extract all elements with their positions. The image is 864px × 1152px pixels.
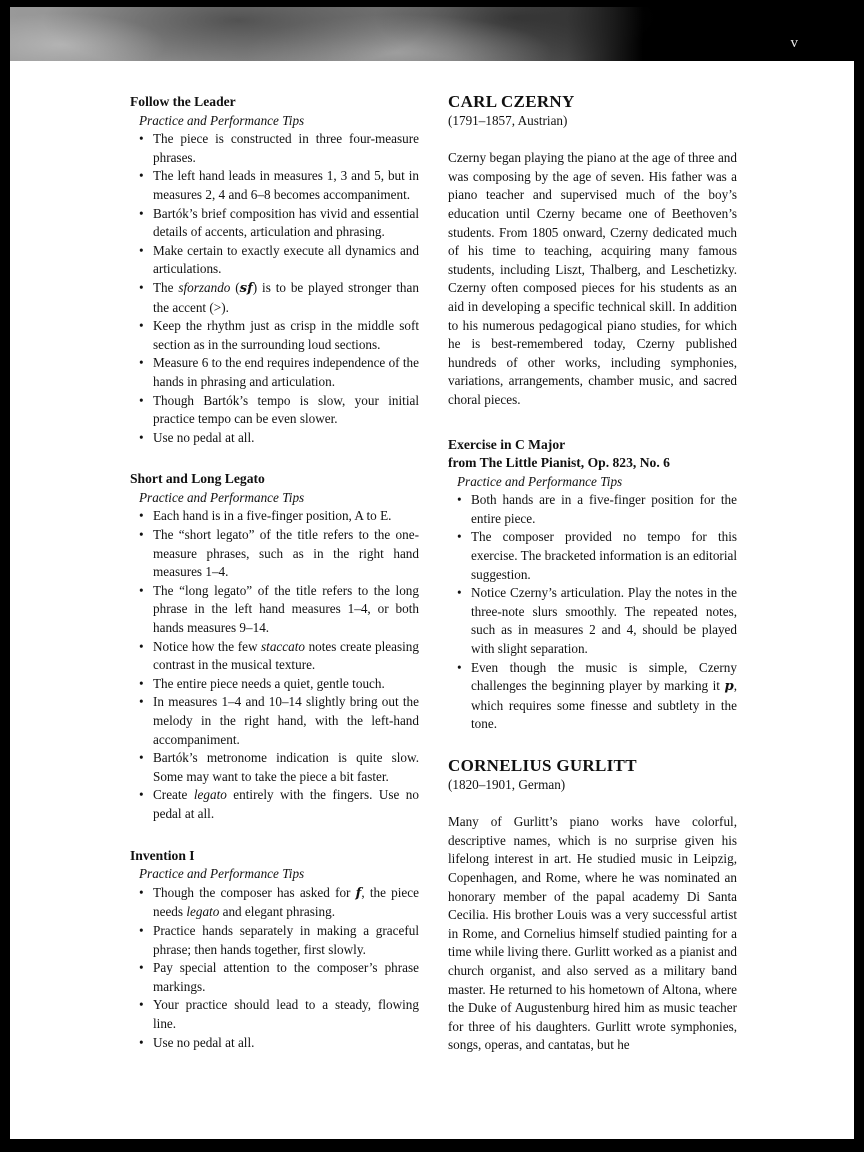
composer-name: CARL CZERNY	[448, 92, 575, 111]
composer-section	[448, 93, 737, 410]
piece-tips-section	[448, 436, 737, 735]
tips-list	[448, 491, 737, 734]
header-banner	[10, 7, 854, 61]
composer-bio: Czerny began playing the piano at the age of three and was composing by the age of seven. His father was a piano teacher and supervised much of the boy’s education until Czerny became one of Beethoven’s students. From 1805 onward, Czerny dedicated much of his time to teaching, acquiring many famous students, including Liszt, Thalberg, and Leschetizky. Czerny often composed pieces for his students as an aid in developing a specific technical skill. In addition to his numerous pedagogical piano studies, for which he is best-remembered today, Czerny published hundreds of other works, including symphonies, variations, arrangements, chamber music, and sacred choral pieces.	[448, 150, 737, 407]
tip-item: • Make certain to exactly execute all dynamics and articulations.	[139, 242, 419, 279]
tip-item: • Measure 6 to the end requires independence of the hands in phrasing and articulation.	[139, 354, 419, 391]
tip-item: • Notice Czerny’s articulation. Play the notes in the three-note slurs smoothly. The repeated notes, such as in measures 2 and 4, should be played with slight separation.	[457, 584, 737, 658]
dynamic-symbol: p	[724, 679, 734, 695]
tip-item: • Bartók’s brief composition has vivid and essential details of accents, articulation and phrasing.	[139, 205, 419, 242]
tips-label: Practice and Performance Tips	[139, 866, 305, 882]
tip-item: • The entire piece needs a quiet, gentle touch.	[139, 675, 419, 694]
piece-title: Exercise in C Major	[448, 436, 566, 452]
book-page	[10, 7, 854, 1139]
tip-item: • Create legato entirely with the fingers. Use no pedal at all.	[139, 786, 419, 823]
tip-item: • Bartók’s metronome indication is quite slow. Some may want to take the piece a bit faster.	[139, 749, 419, 786]
tip-item: • The left hand leads in measures 1, 3 and 5, but in measures 2, 4 and 6–8 becomes accompaniment.	[139, 167, 419, 204]
piece-title: from The Little Pianist, Op. 823, No. 6	[448, 455, 670, 471]
tip-item: • Practice hands separately in making a graceful phrase; then hands together, first slowly.	[139, 922, 419, 959]
italic-term: legato	[193, 787, 227, 803]
tip-item: • Notice how the few staccato notes create pleasing contrast in the musical texture.	[139, 638, 419, 675]
tip-item: • Pay special attention to the composer’s phrase markings.	[139, 959, 419, 996]
composer-bio: Many of Gurlitt’s piano works have colorful, descriptive names, which is no surprise given his lifelong interest in art. He studied music in Leipzig, Copenhagen, and Rome, where he was nominated an honorary member of the papal academy Di Santa Cecilia. His brother Louis was a very successful artist in Rome, and Cornelius himself studied painting for a time while living there. Gurlitt worked as a pianist and church organist, and also served as a military band master. He returned to his hometown of Altona, where the Duke of Augustenburg hired him as music teacher for three of his daughters. Gurlitt wrote symphonies, songs, operas, and cantatas, but he	[448, 814, 737, 1053]
piece-title: Follow the Leader	[130, 94, 236, 109]
piece-title: Invention I	[130, 847, 195, 863]
tip-item: • Your practice should lead to a steady, flowing line.	[139, 996, 419, 1033]
tip-item: • Both hands are in a five-finger position for the entire piece.	[457, 491, 737, 528]
tip-item: • Use no pedal at all.	[139, 1034, 419, 1053]
tip-item: • Use no pedal at all.	[139, 429, 419, 448]
tip-item: • Keep the rhythm just as crisp in the middle soft section as in the surrounding loud sections.	[139, 317, 419, 354]
dynamic-symbol: f	[355, 885, 362, 901]
page-number: v	[790, 35, 798, 51]
piece-tips-section	[130, 847, 419, 1053]
italic-term: staccato	[261, 638, 305, 654]
composer-name: CORNELIUS GURLITT	[448, 756, 637, 775]
tips-list	[130, 884, 419, 1052]
piece-tips-section	[130, 93, 419, 447]
tips-list	[130, 507, 419, 823]
piece-title: Short and Long Legato	[130, 471, 265, 487]
italic-term: legato	[186, 904, 220, 920]
composer-dates: (1820–1901, German)	[448, 776, 566, 792]
tip-item: • The sforzando (sf) is to be played stronger than the accent (>).	[139, 279, 419, 317]
tips-label: Practice and Performance Tips	[139, 489, 305, 505]
tip-item: • Though Bartók’s tempo is slow, your initial practice tempo can be even slower.	[139, 392, 419, 429]
left-column	[130, 93, 419, 1081]
tip-item: • In measures 1–4 and 10–14 slightly bring out the melody in the right hand, with the left-hand accompaniment.	[139, 693, 419, 749]
tip-item: • The piece is constructed in three four-measure phrases.	[139, 130, 419, 167]
tips-label: Practice and Performance Tips	[139, 112, 305, 128]
tips-list	[130, 130, 419, 447]
piece-tips-section	[130, 470, 419, 823]
tip-item: • Though the composer has asked for f, the piece needs legato and elegant phrasing.	[139, 884, 419, 922]
tip-item: • Even though the music is simple, Czerny challenges the beginning player by marking it p, which requires some finesse and subtlety in the tone.	[457, 659, 737, 734]
tip-item: • The “long legato” of the title refers to the long phrase in the left hand measures 1–4, or both hands measures 9–14.	[139, 582, 419, 638]
italic-term: sforzando	[178, 279, 231, 295]
composer-dates: (1791–1857, Austrian)	[448, 112, 568, 128]
tip-item: • Each hand is in a five-finger position, A to E.	[139, 507, 419, 526]
tip-item: • The composer provided no tempo for this exercise. The bracketed information is an editorial suggestion.	[457, 528, 737, 584]
page-content	[130, 93, 737, 1081]
tips-label: Practice and Performance Tips	[457, 473, 623, 489]
dynamic-symbol: sf	[239, 280, 253, 296]
tip-item: • The “short legato” of the title refers to the one-measure phrases, such as in the right hand measures 1–4.	[139, 526, 419, 582]
right-column	[448, 93, 737, 1081]
composer-section	[448, 757, 737, 1055]
